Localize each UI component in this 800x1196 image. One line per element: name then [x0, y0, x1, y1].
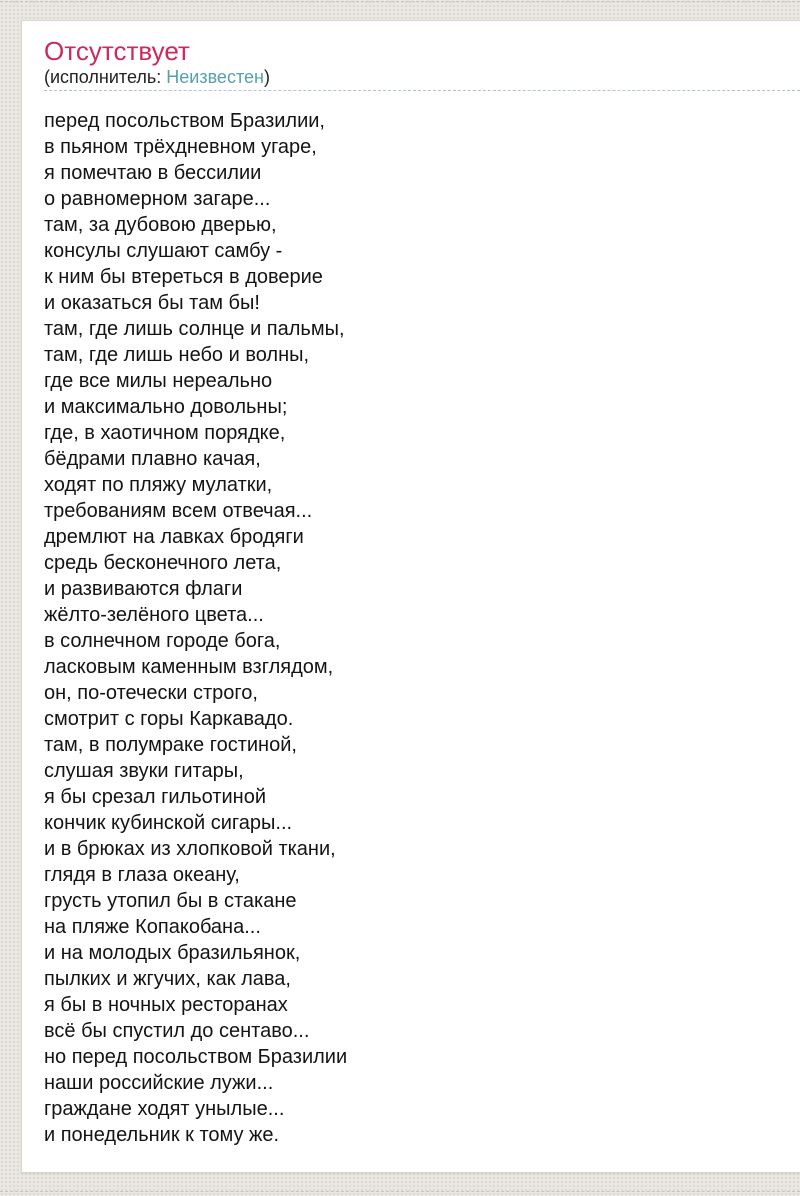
- artist-line-suffix: ): [263, 67, 270, 87]
- lyric-line: там, где лишь небо и волны,: [44, 344, 310, 366]
- lyrics: [44, 108, 800, 1148]
- lyric-line: и на молодых бразильянок,: [44, 942, 301, 964]
- lyric-line: грусть утопил бы в стакане: [44, 890, 297, 912]
- lyric-line: о равномерном загаре...: [44, 188, 271, 210]
- lyrics-card: [21, 20, 800, 1173]
- lyric-line: где, в хаотичном порядке,: [44, 422, 286, 444]
- lyric-line: жёлто-зелёного цвета...: [44, 604, 264, 626]
- lyric-line: там, где лишь солнце и пальмы,: [44, 318, 345, 340]
- lyric-line: требованиям всем отвечая...: [44, 500, 313, 522]
- lyric-line: бёдрами плавно качая,: [44, 448, 261, 470]
- lyric-line: и понедельник к тому же.: [44, 1124, 280, 1146]
- artist-line-prefix: (исполнитель:: [44, 67, 167, 87]
- lyric-line: консулы слушают самбу -: [44, 240, 283, 262]
- lyric-line: слушая звуки гитары,: [44, 760, 244, 782]
- lyric-line: смотрит с горы Каркавадо.: [44, 708, 294, 730]
- lyric-line: в пьяном трёхдневном угаре,: [44, 136, 317, 158]
- lyric-line: там, за дубовою дверью,: [44, 214, 277, 236]
- lyric-line: перед посольством Бразилии,: [44, 110, 325, 132]
- lyric-line: я бы в ночных ресторанах: [44, 994, 288, 1016]
- lyric-line: но перед посольством Бразилии: [44, 1046, 348, 1068]
- artist-line: [44, 67, 800, 91]
- lyric-line: и в брюках из хлопковой ткани,: [44, 838, 336, 860]
- lyric-line: граждане ходят унылые...: [44, 1098, 285, 1120]
- lyric-line: ласковым каменным взглядом,: [44, 656, 334, 678]
- lyric-line: я бы срезал гильотиной: [44, 786, 267, 808]
- lyric-line: пылких и жгучих, как лава,: [44, 968, 291, 990]
- lyric-line: всё бы спустил до сентаво...: [44, 1020, 310, 1042]
- lyric-line: и оказаться бы там бы!: [44, 292, 260, 314]
- artist-link[interactable]: Неизвестен: [166, 67, 264, 87]
- lyric-line: и максимально довольны;: [44, 396, 288, 418]
- lyric-line: и развиваются флаги: [44, 578, 243, 600]
- lyric-line: где все милы нереально: [44, 370, 273, 392]
- lyric-line: там, в полумраке гостиной,: [44, 734, 297, 756]
- lyric-line: дремлют на лавках бродяги: [44, 526, 304, 548]
- lyric-line: на пляже Копакобана...: [44, 916, 261, 938]
- lyric-line: в солнечном городе бога,: [44, 630, 281, 652]
- lyric-line: наши российские лужи...: [44, 1072, 274, 1094]
- song-title: Отсутствует: [44, 36, 190, 66]
- lyric-line: средь бесконечного лета,: [44, 552, 282, 574]
- lyric-line: к ним бы втереться в доверие: [44, 266, 323, 288]
- lyric-line: глядя в глаза океану,: [44, 864, 240, 886]
- lyric-line: кончик кубинской сигары...: [44, 812, 293, 834]
- lyric-line: я помечтаю в бессилии: [44, 162, 262, 184]
- lyric-line: ходят по пляжу мулатки,: [44, 474, 273, 496]
- lyric-line: он, по-отечески строго,: [44, 682, 258, 704]
